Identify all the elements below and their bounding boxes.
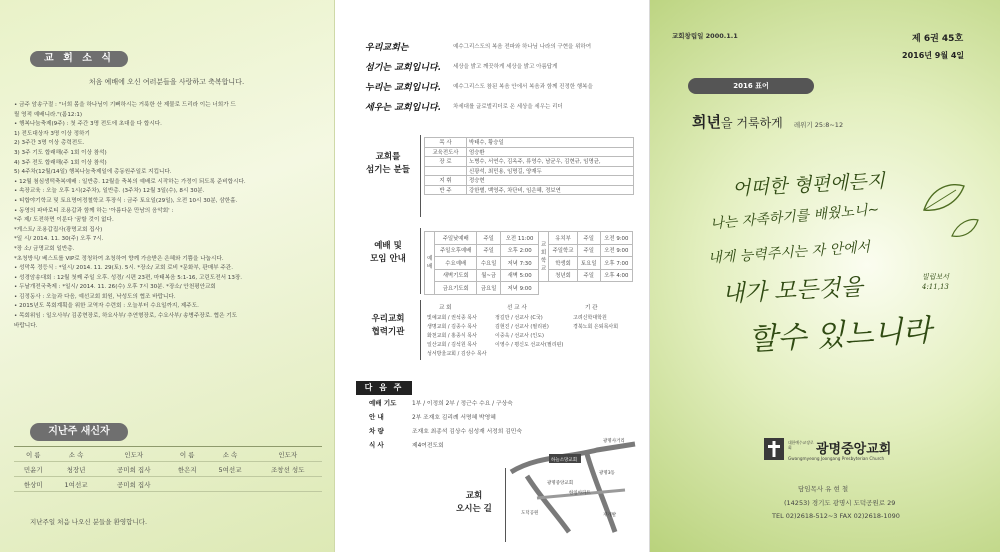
schedule-cell: 수요예배: [435, 257, 477, 270]
schedule-cell: 청년회: [549, 269, 578, 282]
news-item: 2) 3주간 3명 이상 총력전도.: [14, 140, 85, 147]
news-item: • 2015년도 목회계획을 위한 교역자 수련회 : 오늘부터 수요일까지, 제주도.: [14, 303, 199, 310]
church-school-table: [538, 231, 633, 282]
news-item: 바랍니다.: [14, 322, 38, 329]
worship-label: [357, 240, 419, 266]
servers-names: 노병수, 서연수, 김옥주, 류영수, 남균우, 김현규, 임명균,: [467, 157, 634, 167]
table-header-cell: 이 름: [14, 447, 53, 462]
servers-role: 장 로: [425, 157, 467, 167]
table-cell: 공미희 집사: [100, 462, 168, 477]
schedule-cell: 오후 2:00: [501, 244, 539, 257]
schedule-cell: 금요일: [477, 282, 501, 295]
map-label: 도덕공원: [521, 511, 539, 516]
table-cell: [207, 477, 254, 492]
news-item: • 두날개전국축제 : *일시/ 2014. 11. 26(수) 오후 7시 30분. *장소/ 안천평안교회: [14, 284, 216, 291]
schedule-cell: 토요일: [577, 257, 600, 270]
table-header-cell: 인도자: [100, 447, 168, 462]
map-label-line1: 교회: [465, 491, 483, 501]
schedule-cell: 저녁 7:30: [501, 257, 539, 270]
partners-entry: 일산교회 / 김석원 목사: [427, 342, 477, 348]
schedule-cell: 새벽 5:00: [501, 269, 539, 282]
verse-reference: 빌립보서 4:11,13: [922, 273, 950, 291]
news-item: 5) 4주차(12월/14일) 행복나눔축제일에 총동원주일로 지킵니다.: [14, 169, 172, 176]
mission-statement: [365, 36, 645, 116]
servers-row: [425, 185, 634, 195]
worship-head: 예배: [425, 232, 435, 295]
news-item: • 티합야기학교 및 토요명어정철학교 후장식 : 금주 토요일(29일), 오전 10시 30분, 삼한홀.: [14, 197, 238, 204]
servers-role: 목 사: [425, 138, 467, 148]
theme-main: 희년: [692, 113, 721, 131]
founded-date: 교회창립일 2000.1.1: [672, 32, 738, 40]
mission-desc: 세상을 밝고 깨끗하게 세상을 밝고 아름답게: [453, 64, 558, 70]
next-week-role: 식 사: [369, 441, 384, 449]
partners-entry: 화천교회 / 홍종식 목사: [427, 333, 477, 339]
worship-label-line2: 모임 안내: [370, 254, 406, 264]
mission-title: 우리교회는: [365, 42, 409, 53]
servers-row: [425, 138, 634, 148]
table-row: [14, 462, 322, 477]
schedule-cell: 오전 9:00: [600, 244, 632, 257]
partners-entry: 김현진 / 선교사 (필리핀): [495, 324, 549, 330]
schedule-cell: 주일: [577, 232, 600, 245]
servers-role: [425, 166, 467, 176]
schedule-cell: 주일: [477, 232, 501, 245]
servers-table: [424, 137, 634, 195]
schedule-cell: 저녁 9:00: [501, 282, 539, 295]
partners-entry: 정길만 / 선교사 (C국): [495, 315, 543, 321]
schedule-row: [425, 244, 539, 257]
servers-row: [425, 157, 634, 167]
news-title: 교 회 소 식: [30, 51, 128, 67]
next-week-names: 1부 / 이정희 2부 / 정근수 수요 / 구상숙: [412, 401, 513, 407]
schedule-cell: 오후 4:00: [600, 269, 632, 282]
table-cell: 민윤기: [14, 462, 53, 477]
theme-line: [692, 111, 843, 132]
greeting: 처음 예배에 오신 여러분들을 사랑하고 축복합니다.: [88, 78, 245, 86]
mission-desc: 예수그리스도의 복음 전파와 하나님 나라의 구현을 위하여: [453, 44, 592, 50]
church-address: (14253) 경기도 광명시 도덕공원로 29: [784, 499, 896, 507]
table-header-cell: 소 속: [53, 447, 100, 462]
news-item: • 12월 첨심생떡축복예배 : 일반총. 12월을 축복의 예배로 시작하는 가정이 되도록 준비합시다.: [14, 178, 246, 185]
map-label: 광명중앙교회: [547, 481, 574, 486]
schedule-cell: 새벽기도회: [435, 269, 477, 282]
table-cell: 한은지: [168, 462, 207, 477]
news-item: 1) 전도대상자 3명 이상 정하기: [14, 130, 90, 137]
news-item: • 목회위임 : 일오사부/ 김종현장로, 하요사부/ 추연형장로, 수요사부/ 송병주장로. 협은 기도: [14, 313, 238, 320]
servers-role: 교육전도사: [425, 147, 467, 157]
church-school-head: 교회학교: [539, 232, 549, 282]
news-item: 3) 3주 기도 합래해(주 1회 이상 참석): [14, 149, 107, 156]
next-week-names: 제4여전도회: [412, 443, 444, 449]
schedule-row: [425, 282, 539, 295]
mission-row: [365, 76, 645, 96]
servers-names: 엄승환: [467, 147, 634, 157]
mission-title: 누리는 교회입니다.: [365, 82, 441, 93]
news-item: • 성경암송대회 : 12월 첫째 주일 오후. 성경/ 시편 23편, 마태복음 5:1-16, 고린도전서 13장.: [14, 274, 243, 281]
map-label-line2: 오시는 길: [456, 504, 492, 514]
servers-label: [357, 151, 419, 177]
partners-entry: 성서방울교회 / 김상수 목사: [427, 351, 487, 357]
map-label: 재개발: [603, 513, 617, 518]
schedule-cell: 주일: [477, 244, 501, 257]
worship-schedule-table: [424, 231, 539, 295]
theme-pill: 2016 표어: [688, 78, 814, 94]
middle-panel: [335, 0, 650, 552]
mission-row: [365, 36, 645, 56]
partners-col-head: 기 관: [585, 305, 598, 311]
table-cell: [168, 477, 207, 492]
map-label: 하늘소망교회: [551, 458, 578, 463]
cross-icon: [764, 438, 784, 460]
theme-rest: 을 거룩하게: [720, 116, 783, 130]
servers-names: 박태수, 황승일: [467, 138, 634, 148]
next-week-title: 다 음 주: [356, 381, 412, 395]
schedule-cell: 주일: [577, 269, 600, 282]
schedule-cell: 주일학교: [549, 244, 578, 257]
news-list: [14, 101, 326, 331]
church-english: Gwangmyeong Joongang Presbyterian Church: [788, 456, 885, 461]
table-cell: 조창선 성도: [254, 462, 323, 477]
verse-line-1: 어떠한 형편에든지: [731, 170, 886, 200]
servers-role: 지 휘: [425, 176, 467, 186]
partners-entry: 경북노회 은퇴목사회: [573, 324, 619, 330]
servers-names: 강한별, 백영주, 차단비, 임은혜, 정보연: [467, 185, 634, 195]
schedule-row: [539, 257, 633, 270]
schedule-row: [539, 244, 633, 257]
servers-names: 정승현: [467, 176, 634, 186]
partners-col-head: 교 회: [439, 305, 452, 311]
schedule-row: [539, 269, 633, 282]
news-item: • 성막목 정등식 : *일시/ 2014. 11. 29(토). 5시. *장소/ 교회 로비 *문화부, 판매부 주관.: [14, 265, 233, 272]
table-cell: [254, 477, 323, 492]
schedule-cell: 금요기도회: [435, 282, 477, 295]
church-prefix: 대한예수교장로회: [788, 440, 814, 450]
news-item: *주 제/ 도전하면 이룬다 '꿈할 것이 없다.: [14, 217, 114, 224]
schedule-cell: 월~금: [477, 269, 501, 282]
table-header-cell: 인도자: [254, 447, 323, 462]
news-item: *초청방식/ 베스트를 VIP로 정청하여 초청하여 향께 가슴받은 은혜와 기쁨을 나눕시다.: [14, 255, 224, 262]
map-label: 한일아파트: [569, 491, 591, 496]
leaf-icon: [922, 182, 966, 214]
news-item: • 행복나눔축제(9주) : 첫 주간 3명 전도에 초대을 다 합시다.: [14, 121, 162, 128]
partners-col-head: 선 교 사: [507, 305, 527, 311]
leaf-icon: [950, 218, 980, 240]
schedule-cell: 수요일: [477, 257, 501, 270]
worship-label-line1: 예배 및: [374, 241, 402, 251]
mission-row: [365, 96, 645, 116]
mission-row: [365, 56, 645, 76]
verse-line-3: 내게 능력주시는 자 안에서: [707, 239, 871, 267]
next-week-role: 예배 기도: [369, 399, 397, 407]
schedule-cell: 오후 7:00: [600, 257, 632, 270]
schedule-cell: 주일오후예배: [435, 244, 477, 257]
offering-title: 지난주 새신자: [30, 423, 128, 441]
partners-entry: 빛예교회 / 권석종 목사: [427, 315, 477, 321]
news-item: • 금주 암송구절 : "너희 몸을 하나님이 기뻐하시는 거룩한 산 제물로 드리라 이는 너희가 드: [14, 102, 236, 108]
partners-entry: 고려신학대학원: [573, 315, 607, 321]
news-item: 4) 3주 전도 합래해(주 1회 이상 참석): [14, 159, 107, 166]
table-cell: 한상미: [14, 477, 53, 492]
table-cell: 1여선교: [53, 477, 100, 492]
schedule-row: [539, 232, 633, 245]
volume-number: 제 6권 45호: [912, 34, 964, 44]
map-label: [443, 490, 505, 516]
partners-label: [357, 313, 419, 339]
news-item: 릴 영적 예배니라."(롬12:1): [14, 111, 83, 118]
table-header-row: [14, 447, 322, 462]
servers-names: 신광석, 최민용, 임명길, 양재두: [467, 166, 634, 176]
table-row: [14, 477, 322, 492]
partners-label-line2: 협력기관: [371, 327, 405, 337]
news-item: *장 소/ 금명교회 일반총.: [14, 245, 75, 252]
theme-reference: 레위기 25:8~12: [793, 121, 844, 129]
church-name: 광명중앙교회: [816, 442, 892, 457]
servers-row: [425, 166, 634, 176]
table-cell: 5여선교: [207, 462, 254, 477]
schedule-cell: 오전 9:00: [600, 232, 632, 245]
verse-line-5: 할수 있느니라: [747, 313, 933, 358]
partners-entry: 이영수 / 평신도 선교사(필리핀): [495, 342, 564, 348]
schedule-cell: 주일낮예배: [435, 232, 477, 245]
table-cell: 청장년: [53, 462, 100, 477]
schedule-cell: 유치부: [549, 232, 578, 245]
welcome-note: 지난주일 처음 나오신 분들을 환영합니다.: [30, 518, 148, 526]
news-item: *게스트/ 조용갑집사(광명교회 집사): [14, 226, 103, 233]
verse-line-2: 나는 자족하기를 배웠노니~: [709, 201, 880, 233]
next-week-role: 안 내: [369, 413, 384, 421]
table-header-cell: 소 속: [207, 447, 254, 462]
mission-title: 섬기는 교회입니다.: [365, 62, 441, 73]
bulletin-date: 2016년 9월 4일: [902, 51, 965, 60]
mission-desc: 차세대를 글로벌리더로 온 세상을 세우는 리더: [453, 104, 563, 110]
left-panel: [0, 0, 335, 552]
map-label: 광명3동: [599, 471, 615, 476]
news-item: • 김정동사 : 오늘과 다음, 예선교회 회원, 낙성도의 협조 바랍니다.: [14, 293, 176, 300]
table-header-cell: 이 름: [168, 447, 207, 462]
schedule-cell: 학생회: [549, 257, 578, 270]
schedule-cell: 오전 11:00: [501, 232, 539, 245]
schedule-row: [425, 257, 539, 270]
church-map: [507, 436, 639, 542]
news-item: • 동영의 파바로티 조용갑과 함께 하는 '아름다운 만남의 음악회' :: [14, 207, 174, 214]
verse-line-4: 내가 모든것을: [721, 274, 864, 308]
partners-label-line1: 우리교회: [371, 314, 405, 324]
schedule-cell: 주일: [577, 244, 600, 257]
table-cell: 공미희 집사: [100, 477, 168, 492]
cover-panel: [650, 0, 1000, 552]
news-item: *일 시/ 2014. 11. 30(주) 오후 7시.: [14, 236, 104, 243]
servers-label-line2: 섬기는 분들: [365, 165, 410, 175]
next-week-names: 조재호 최종석 김상수 심성재 서정희 김민숙: [412, 429, 523, 435]
mission-desc: 예수그리스도 참된 복음 안에서 복음과 함께 진정한 행복을: [453, 84, 593, 90]
partners-entry: 이중욱 / 선교사 (인도): [495, 333, 544, 339]
next-week-names: 2부 조재호 김리례 서명혜 박영혜: [412, 415, 496, 421]
partners-entry: 생명교회 / 김종수 목사: [427, 324, 477, 330]
pastor-name: 담임목사 유 현 철: [798, 485, 849, 493]
schedule-row: [425, 232, 539, 245]
news-item: • 속장교육 : 오늘 오후 1시(2주차), 일반총. (3주차) 12월 3일(수), 8시 30분.: [14, 188, 205, 195]
schedule-row: [425, 269, 539, 282]
servers-role: 반 주: [425, 185, 467, 195]
new-member-table: [14, 446, 322, 492]
church-phone: TEL 02)2618-512~3 FAX 02)2618-1090: [772, 512, 900, 520]
servers-label-line1: 교회를: [375, 152, 401, 162]
next-week-role: 차 량: [369, 427, 384, 435]
servers-row: [425, 147, 634, 157]
mission-title: 세우는 교회입니다.: [365, 102, 441, 113]
church-logo: [764, 436, 944, 476]
map-label: 광명사거리: [603, 439, 625, 444]
servers-row: [425, 176, 634, 186]
